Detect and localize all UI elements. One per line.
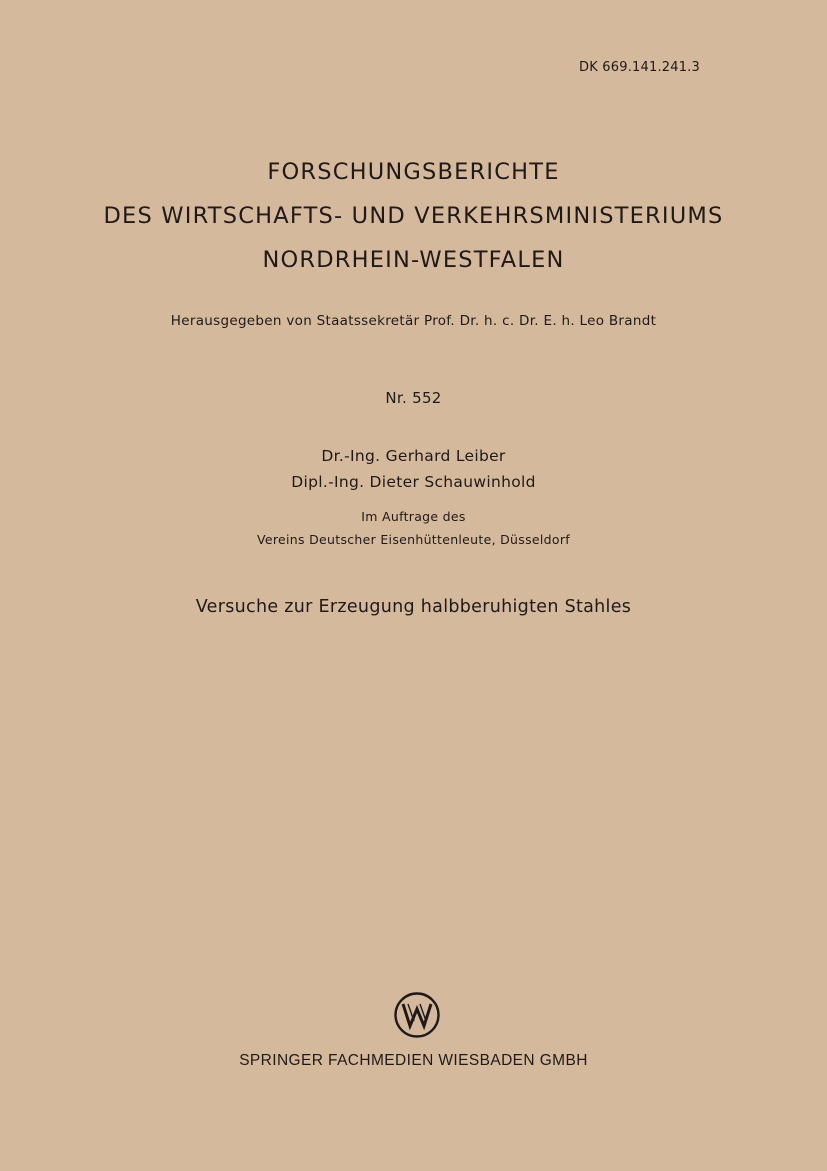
- book-title: Versuche zur Erzeugung halbberuhigten Stahles: [195, 597, 632, 617]
- publisher-name: SPRINGER FACHMEDIEN WIESBADEN GMBH: [239, 1052, 588, 1069]
- series-title-line-1: FORSCHUNGSBERICHTE: [267, 159, 560, 185]
- author-2: Dipl.-Ing. Dieter Schauwinhold: [291, 473, 536, 491]
- publisher-logo-icon: [393, 991, 441, 1039]
- series-title: [0, 150, 827, 282]
- series-title-line-2: DES WIRTSCHAFTS- UND VERKEHRSMINISTERIUMS: [103, 203, 724, 229]
- author-1: Dr.-Ing. Gerhard Leiber: [321, 447, 506, 465]
- report-number: Nr. 552: [385, 389, 442, 407]
- authors: [0, 443, 827, 495]
- series-title-line-3: NORDRHEIN-WESTFALEN: [262, 247, 565, 273]
- commission-line-1: Im Auftrage des: [361, 509, 466, 524]
- commission-note: [0, 505, 827, 551]
- editor-line: Herausgegeben von Staatssekretär Prof. Dr. h. c. Dr. E. h. Leo Brandt: [170, 313, 657, 329]
- commission-line-2: Vereins Deutscher Eisenhüttenleute, Düsseldorf: [257, 532, 570, 547]
- classification-number: DK 669.141.241.3: [579, 60, 700, 75]
